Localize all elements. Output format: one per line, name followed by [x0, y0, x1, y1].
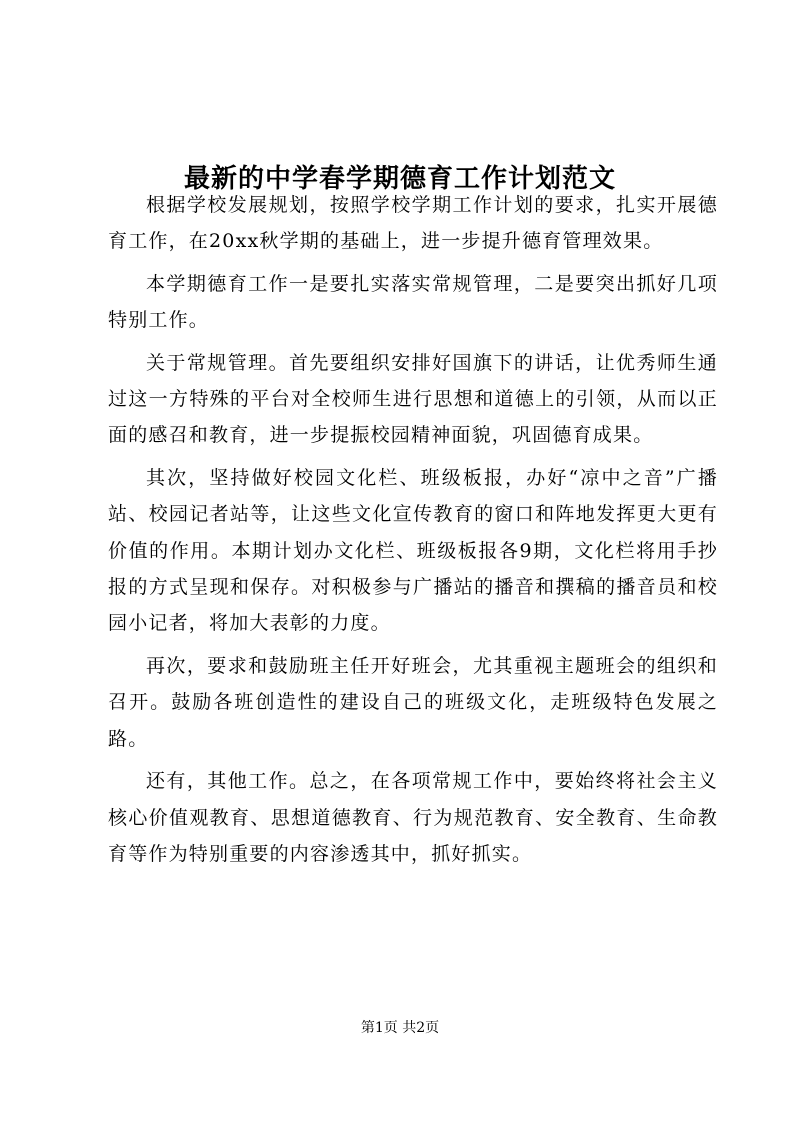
paragraph: 根据学校发展规划，按照学校学期工作计划的要求，扎实开展德育工作，在20xx秋学期的基础上，进一步提升德育管理效果。: [108, 194, 718, 253]
document-body: [108, 187, 718, 878]
paragraph: 关于常规管理。首先要组织安排好国旗下的讲话，让优秀师生通过这一方特殊的平台对全校师生进行思想和道德上的引领，从而以正面的感召和教育，进一步提振校园精神面貌，巩固德育成果。: [108, 351, 718, 447]
document-title: 最新的中学春学期德育工作计划范文: [183, 164, 616, 195]
paragraph: 本学期德育工作一是要扎实落实常规管理，二是要突出抓好几项特别工作。: [108, 272, 718, 332]
paragraph: 再次，要求和鼓励班主任开好班会，尤其重视主题班会的组织和召开。鼓励各班创造性的建设自己的班级文化，走班级特色发展之路。: [108, 654, 718, 750]
paragraph: 其次，坚持做好校园文化栏、班级板报，办好“凉中之音”广播站、校园记者站等，让这些文化宣传教育的窗口和阵地发挥更大更有价值的作用。本期计划办文化栏、班级板报各9期，文化栏将用手抄报的方式呈现和保存。对积极参与广播站的播音和撰稿的播音员和校园小记者，将加大表彰的力度。: [108, 466, 718, 635]
page-footer: 第1页 共2页: [360, 1020, 440, 1036]
paragraph: 还有，其他工作。总之，在各项常规工作中，要始终将社会主义核心价值观教育、思想道德教育、行为规范教育、安全教育、生命教育等作为特别重要的内容渗透其中，抓好抓实。: [108, 770, 718, 865]
